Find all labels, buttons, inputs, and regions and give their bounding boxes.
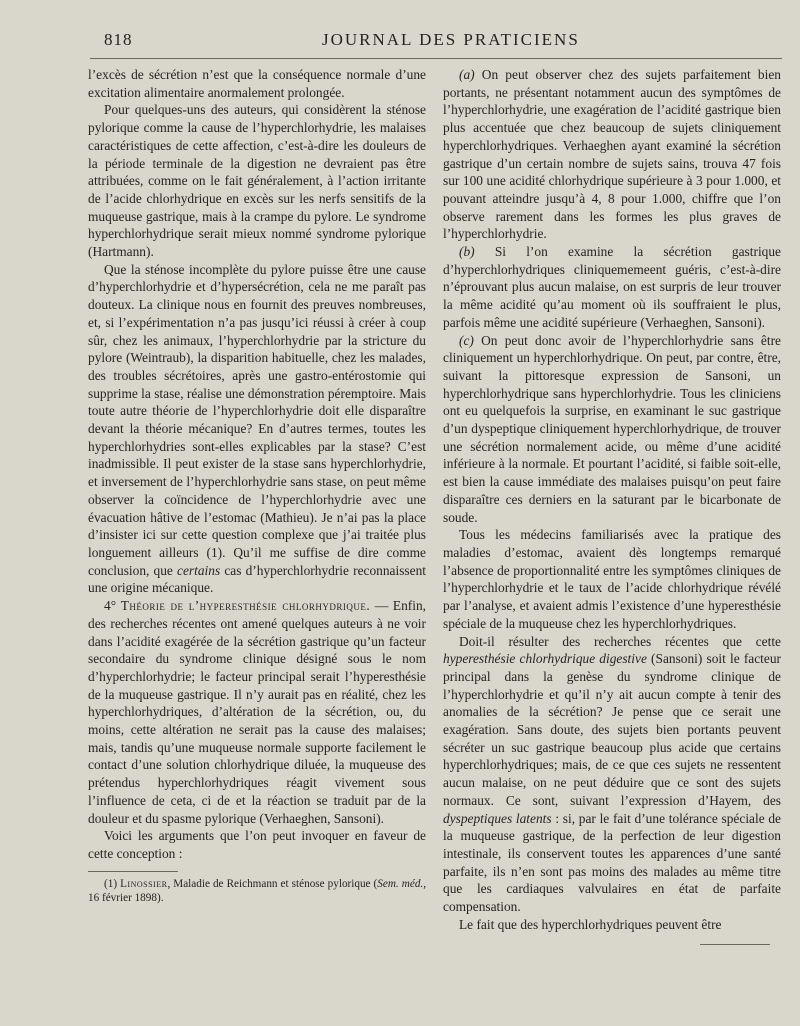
section-paragraph [88, 597, 426, 827]
paragraph [443, 243, 781, 332]
paragraph [443, 633, 781, 916]
footnote-journal: Sem. méd. [377, 877, 424, 890]
text-run: Doit-il résulter des recherches récentes que cette [459, 633, 781, 649]
paragraph [88, 261, 426, 597]
text-run: : si, par le fait d’une tolérance spéciale de la muqueuse gastrique, de la perfection de leur digestion intestinale, ils conservent toutes les apparences d’une santé parfaite, ils n’en sont pas moins des malades au même titre que les cardiaques valvulaires en état de parfaite compensation. [443, 810, 782, 915]
paragraph [443, 66, 781, 243]
text-run: , 16 février 1898). [88, 877, 427, 905]
text-run: On peut donc avoir de l’hyperchlorhydrie sans être cliniquement un hyperchlorhydrique. On peut, par contre, être, suivant la pittoresque expression de Sansoni, un hyperchlorhydrique sans hyperchlorhydrie. Tous les cliniciens ont eu quelquefois la surprise, en examinant le suc gastrique d’un dyspeptique cliniquement hyperchlorhydrique, de trouver une sécrétion normalement acide, ou même d’une acidité inférieure à la normale. Et pourtant l’acidité, si faible soit-elle, est bien la cause immédiate des malaises puisqu’on peut faire disparaître ces derniers en la saturant par le bicarbonate de soude. [443, 332, 781, 525]
footnote-number: (1) [104, 877, 121, 890]
footnote-rule [88, 871, 178, 872]
emphasis: hyperesthésie chlorhydrique digestive [443, 651, 647, 667]
paragraph [443, 332, 781, 527]
emphasis: certains [177, 562, 221, 578]
paragraph: l’excès de sécrétion n’est que la conséquence normale d’une excitation alimentaire anormalement prolongée. [88, 67, 426, 100]
left-column [88, 66, 426, 906]
section-number: 4° [104, 598, 121, 614]
item-label: (a) [459, 67, 475, 82]
paragraph: Pour quelques-uns des auteurs, qui considèrent la sténose pylorique comme la cause de l’hyperchlorhydrie, les malaises caractéristiques de cette affection, c’est-à-dire les douleurs de la période terminale de la digestion ne devraient pas être attribuées, comme on le fait généralement, à l’action irritante de l’acide chlorhydrique en excès sur les nerfs sensitifs de la muqueuse gastrique, mais à la crampe du pylore. Le syndrome hyperchlorhydrique serait mieux nommé syndrome pylorique (Hartmann). [88, 102, 426, 260]
catchline-rule [700, 944, 770, 945]
header-rule [90, 58, 782, 59]
text-run: Que la sténose incomplète du pylore puisse être une cause d’hyperchlorhydrie et d’hypersécrétion, cela ne me paraît pas douteux. La clinique nous en fournit des preuves nombreuses, et, si l’expérimentation n’a pas jusqu’ici réussi à créer à coup sûr, chez les animaux, l’hyperchlorhydrie par la stricture du pylore (Weintraub), la disparition habituelle, chez les malades, des troubles sécrétoires, après une gastro-entérostomie qui supprime la stase, réalise une démonstration péremptoire. Mais toute autre théorie de l’hyperchlorhydrie doit elle disparaître devant la théorie mécanique? En d’autres termes, toutes les hyperchlorhydries sont-elles explicables par la stase? C’est inadmissible. Il peut exister de la stase sans hyperchlorhydrie, et inversement de l’hyperchlorhydrie sans stase, on peut même observer la coïncidence de l’hyperchlorhydrie avec une évacuation hâtive de l’estomac (Mathieu). Je n’ai pas la place d’insister ici sur cette question complexe que j’ai traitée plus longuement ailleurs (1). Qu’il me suffise de dire comme conclusion, que [88, 261, 427, 578]
item-label: (b) [459, 244, 475, 260]
emphasis: dyspeptiques latents [443, 810, 552, 826]
page-number: 818 [104, 30, 133, 49]
right-column [443, 66, 781, 933]
text-run: — [370, 598, 393, 614]
text-run: Si l’on examine la sécrétion gastrique d’hyperchlorhydriques cliniquememeent guéris, c’est-à-dire n’éprouvant plus aucun malaise, on est surpris de leur trouver la même acidité qu’au moment où ils souffraient le plus, parfois même une acidité supérieure (Verhaeghen, Sansoni). [443, 244, 781, 330]
item-label: (c) [459, 332, 474, 348]
paragraph: Voici les arguments que l’on peut invoquer en faveur de cette conception : [88, 828, 426, 861]
footnote [88, 877, 426, 906]
text-run: , Maladie de Reichmann et sténose pylorique ( [167, 877, 378, 890]
section-title: Théorie de l’hyperesthésie chlorhydrique. [120, 598, 371, 614]
page-header [0, 24, 800, 54]
text-run: cas d’hyperchlorhydrie reconnaissent une origine mécanique. [88, 562, 426, 596]
footnote-author: Linossier [120, 877, 168, 890]
text-run: On peut observer chez des sujets parfaitement bien portants, ne présentant notamment aucun des symptômes de l’hyperchlorhydrie, une exagération de l’acidité gastrique bien plus accentuée que chez beaucoup de sujets cliniquement hyperchlorhydriques. Verhaeghen ayant examiné la sécrétion gastrique d’un certain nombre de sujets sains, trouva 47 fois sur 100 une acidité chlorhydrique supérieure à 3 pour 1.000, et pouvant atteindre jusqu’à 4, 8 pour 1.000, chiffre que l’on observe rarement dans les formes les plus graves de l’hyperchlorhydrie. [443, 67, 781, 242]
running-title: JOURNAL DES PRATICIENS [322, 30, 580, 49]
text-run: (Sansoni) soit le facteur principal dans la genèse du syndrome clinique de l’hyperchlorhydrie et qu’il n’y ait aucun compte à tenir des anomalies de la sécrétion? Je pense que ce serait une exagération. Sans doute, des sujets bien portants peuvent sécréter un suc gastrique beaucoup plus acide que certains hyperchlorhydriques; mais, de ce que ces sujets ne ressentent aucun malaise, on ne peut déduire que ce sont des sujets normaux. Ce sont, suivant l’expression d’Hayem, des [443, 651, 781, 808]
paragraph: Le fait que des hyperchlorhydriques peuvent être [459, 916, 722, 932]
paragraph: Tous les médecins familiarisés avec la pratique des maladies d’estomac, avaient dès longtemps remarqué l’absence de proportionnalité entre les symptômes cliniques de l’hyperchlorhydrie et le taux de l’acide chlorhydrique révélé par l’analyse, et avaient admis l’existence d’une hyperesthésie spéciale de la muqueuse chez les hyperchlorhydriques. [443, 527, 781, 631]
text-run: Enfin, des recherches récentes ont amené quelques auteurs à ne voir dans l’acidité exagérée de la sécrétion gastrique qu’un facteur secondaire du syndrome clinique désigné sous le nom d’hyperchlorhydrie; le facteur principal serait l’hyperesthésie de la muqueuse gastrique. Il n’y aurait pas en réalité, chez les hyperchlorhydriques, d’altération de la sécrétion, ou, du moins, cette altération ne serait pas la cause des malaises; mais, tandis qu’une muqueuse normale supporte facilement le contact d’une solution chlorhydrique diluée, la muqueuse des prétendus hyperchlorhydriques réagit vivement sous l’influence de ceta, ci de et la réaction se traduit par de la douleur et du spasme pylorique (Verhaeghen, Sansoni). [88, 598, 426, 826]
